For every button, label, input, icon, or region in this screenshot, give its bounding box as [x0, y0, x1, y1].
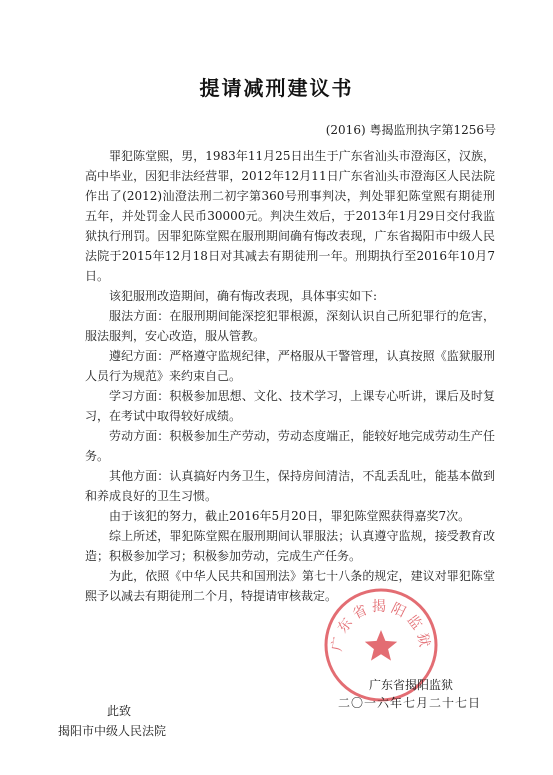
paragraph-recommendation: 为此，依照《中华人民共和国刑法》第七十八条的规定，建议对罪犯陈堂熙予以减去有期徒刑二个月，特提请审核裁定。: [85, 569, 495, 603]
paragraph-study: 学习方面：积极参加思想、文化、技术学习，上课专心听讲，课后及时复习，在考试中取得较好成绩。: [85, 389, 495, 423]
paragraph-intro: 该犯服刑改造期间，确有悔改表现，具体事实如下:: [109, 289, 378, 303]
document-number: (2016) 粤揭监刑执字第1256号: [325, 123, 496, 137]
salutation: 此致: [107, 704, 132, 718]
paragraph-commendation: 由于该犯的努力，截止2016年5月20日，罪犯陈堂熙获得嘉奖7次。: [109, 509, 471, 523]
seal-text: 广东省揭阳监狱: [329, 599, 433, 653]
paragraph-summary: 综上所述，罪犯陈堂熙在服刑期间认罪服法；认真遵守监规，接受教育改造；积极参加学习；积极参加劳动，完成生产任务。: [85, 529, 495, 563]
document-body: [85, 146, 495, 606]
addressee: 揭阳市中级人民法院: [58, 724, 167, 738]
paragraph-discipline: 遵纪方面：严格遵守监规纪律，严格服从干警管理，认真按照《监狱服刑人员行为规范》来约束自己。: [85, 349, 495, 383]
paragraph-background: 罪犯陈堂熙，男，1983年11月25日出生于广东省汕头市澄海区，汉族，高中毕业，因犯非法经营罪，2012年12月11日广东省汕头市澄海区人民法院作出了(2012)汕澄法刑二初字第360号刑事判决，判处罪犯陈堂熙有期徒刑五年，并处罚金人民币30000元。判决生效后，于2013年1月29日交付我监狱执行刑罚。因罪犯陈堂熙在服刑期间确有悔改表现，广东省揭阳市中级人民法院于2015年12月18日对其减去有期徒刑一年。刑期执行至2016年10月7日。: [85, 149, 495, 283]
paragraph-labor: 劳动方面：积极参加生产劳动，劳动态度端正，能较好地完成劳动生产任务。: [85, 429, 495, 463]
paragraph-law-compliance: 服法方面：在服刑期间能深挖犯罪根源，深刻认识自己所犯罪行的危害，服法服判，安心改造，服从管教。: [85, 309, 495, 343]
document-title: 提请减刑建议书: [199, 76, 354, 100]
signature-unit: 广东省揭阳监狱: [368, 678, 453, 692]
paragraph-other: 其他方面：认真搞好内务卫生，保持房间清洁，不乱丢乱吐，能基本做到和养成良好的卫生习惯。: [85, 469, 495, 503]
seal-star-icon: [365, 630, 397, 661]
document-date: 二〇一六年七月二十七日: [337, 696, 481, 710]
